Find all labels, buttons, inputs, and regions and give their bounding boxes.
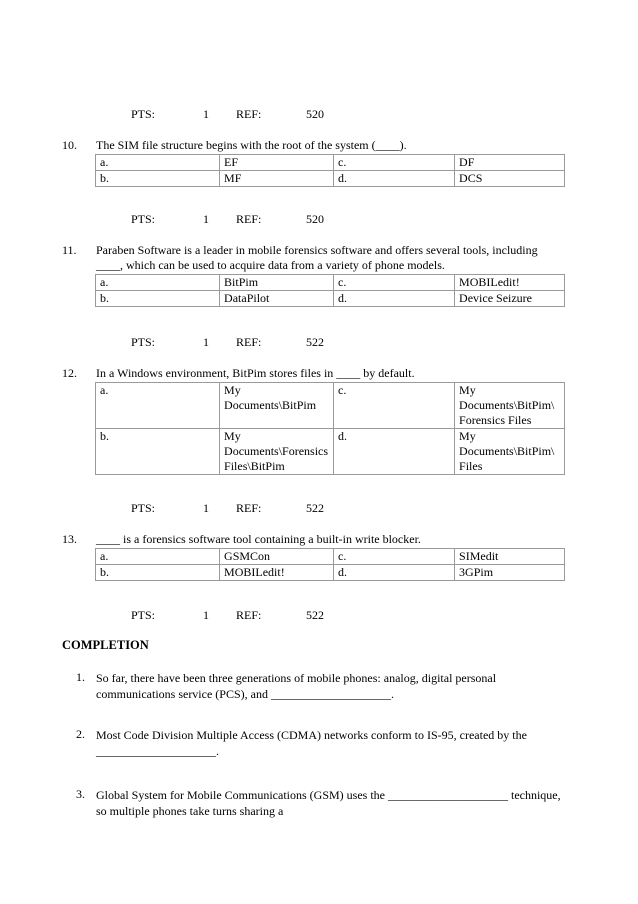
option-label: c. xyxy=(334,383,455,429)
pts-value: 1 xyxy=(203,608,209,622)
answer-options-table xyxy=(95,274,565,307)
ref-label: REF: xyxy=(236,501,262,515)
answer-options-table xyxy=(95,548,565,581)
answer-options-table xyxy=(95,382,565,475)
item-text: So far, there have been three generations of mobile phones: analog, digital personal communications service (PCS), and ____________________. xyxy=(96,671,497,701)
item-number: 3. xyxy=(76,787,85,801)
option-label: b. xyxy=(96,429,220,475)
ref-value: 522 xyxy=(306,501,324,515)
option-value: DCS xyxy=(455,171,565,187)
table-row xyxy=(96,549,565,565)
pts-value: 1 xyxy=(203,212,209,226)
option-value: DataPilot xyxy=(220,291,334,307)
option-label: d. xyxy=(334,291,455,307)
completion-item-3 xyxy=(62,787,562,819)
question-text: ____ is a forensics software tool containing a built-in write blocker. xyxy=(96,532,421,546)
ref-value: 520 xyxy=(306,107,324,121)
question-text: The SIM file structure begins with the root of the system (____). xyxy=(96,138,407,152)
option-label: c. xyxy=(334,155,455,171)
option-value: My Documents\BitPim\ Forensics Files xyxy=(455,383,565,429)
option-value: SIMedit xyxy=(455,549,565,565)
item-text: Most Code Division Multiple Access (CDMA) networks conform to IS-95, created by the ____________________. xyxy=(96,728,527,758)
option-label: a. xyxy=(96,383,220,429)
item-number: 1. xyxy=(76,670,85,684)
option-value: MOBILedit! xyxy=(220,565,334,581)
ref-value: 522 xyxy=(306,335,324,349)
table-row xyxy=(96,291,565,307)
ref-value: 522 xyxy=(306,608,324,622)
option-label: a. xyxy=(96,549,220,565)
ref-label: REF: xyxy=(236,107,262,121)
option-label: d. xyxy=(334,565,455,581)
option-value: DF xyxy=(455,155,565,171)
option-label: c. xyxy=(334,549,455,565)
ref-label: REF: xyxy=(236,212,262,226)
completion-item-2 xyxy=(62,727,562,759)
option-label: d. xyxy=(334,171,455,187)
pts-label: PTS: xyxy=(131,212,156,226)
option-value: BitPim xyxy=(220,275,334,291)
ref-label: REF: xyxy=(236,335,262,349)
ref-label: REF: xyxy=(236,608,262,622)
table-row xyxy=(96,565,565,581)
table-row xyxy=(96,383,565,429)
pts-value: 1 xyxy=(203,107,209,121)
option-value: 3GPim xyxy=(455,565,565,581)
completion-item-1 xyxy=(62,670,562,702)
option-label: d. xyxy=(334,429,455,475)
table-row xyxy=(96,275,565,291)
option-value: GSMCon xyxy=(220,549,334,565)
table-row xyxy=(96,429,565,475)
pts-label: PTS: xyxy=(131,107,156,121)
question-13 xyxy=(62,532,562,581)
option-value: MOBILedit! xyxy=(455,275,565,291)
option-value: My Documents\Forensics Files\BitPim xyxy=(220,429,334,475)
option-label: b. xyxy=(96,565,220,581)
question-number: 10. xyxy=(62,138,77,152)
question-text: Paraben Software is a leader in mobile forensics software and offers several tools, including ____, which can be used to acquire data from a variety of phone models. xyxy=(96,243,538,272)
table-row xyxy=(96,155,565,171)
question-11 xyxy=(62,243,562,307)
option-label: c. xyxy=(334,275,455,291)
question-text: In a Windows environment, BitPim stores files in ____ by default. xyxy=(96,366,415,380)
item-number: 2. xyxy=(76,727,85,741)
answer-options-table xyxy=(95,154,565,187)
option-value: EF xyxy=(220,155,334,171)
ref-value: 520 xyxy=(306,212,324,226)
option-label: a. xyxy=(96,275,220,291)
option-label: a. xyxy=(96,155,220,171)
pts-label: PTS: xyxy=(131,501,156,515)
option-value: My Documents\BitPim\ Files xyxy=(455,429,565,475)
question-number: 11. xyxy=(62,243,77,257)
pts-label: PTS: xyxy=(131,335,156,349)
question-10 xyxy=(62,138,562,187)
option-label: b. xyxy=(96,171,220,187)
option-label: b. xyxy=(96,291,220,307)
question-12 xyxy=(62,366,562,475)
question-number: 12. xyxy=(62,366,77,380)
question-number: 13. xyxy=(62,532,77,546)
option-value: Device Seizure xyxy=(455,291,565,307)
item-text: Global System for Mobile Communications (GSM) uses the ____________________ technique, so multiple phones take turns sharing a xyxy=(96,788,561,818)
option-value: My Documents\BitPim xyxy=(220,383,334,429)
pts-value: 1 xyxy=(203,335,209,349)
pts-value: 1 xyxy=(203,501,209,515)
table-row xyxy=(96,171,565,187)
option-value: MF xyxy=(220,171,334,187)
pts-label: PTS: xyxy=(131,608,156,622)
section-heading: COMPLETION xyxy=(62,638,149,652)
